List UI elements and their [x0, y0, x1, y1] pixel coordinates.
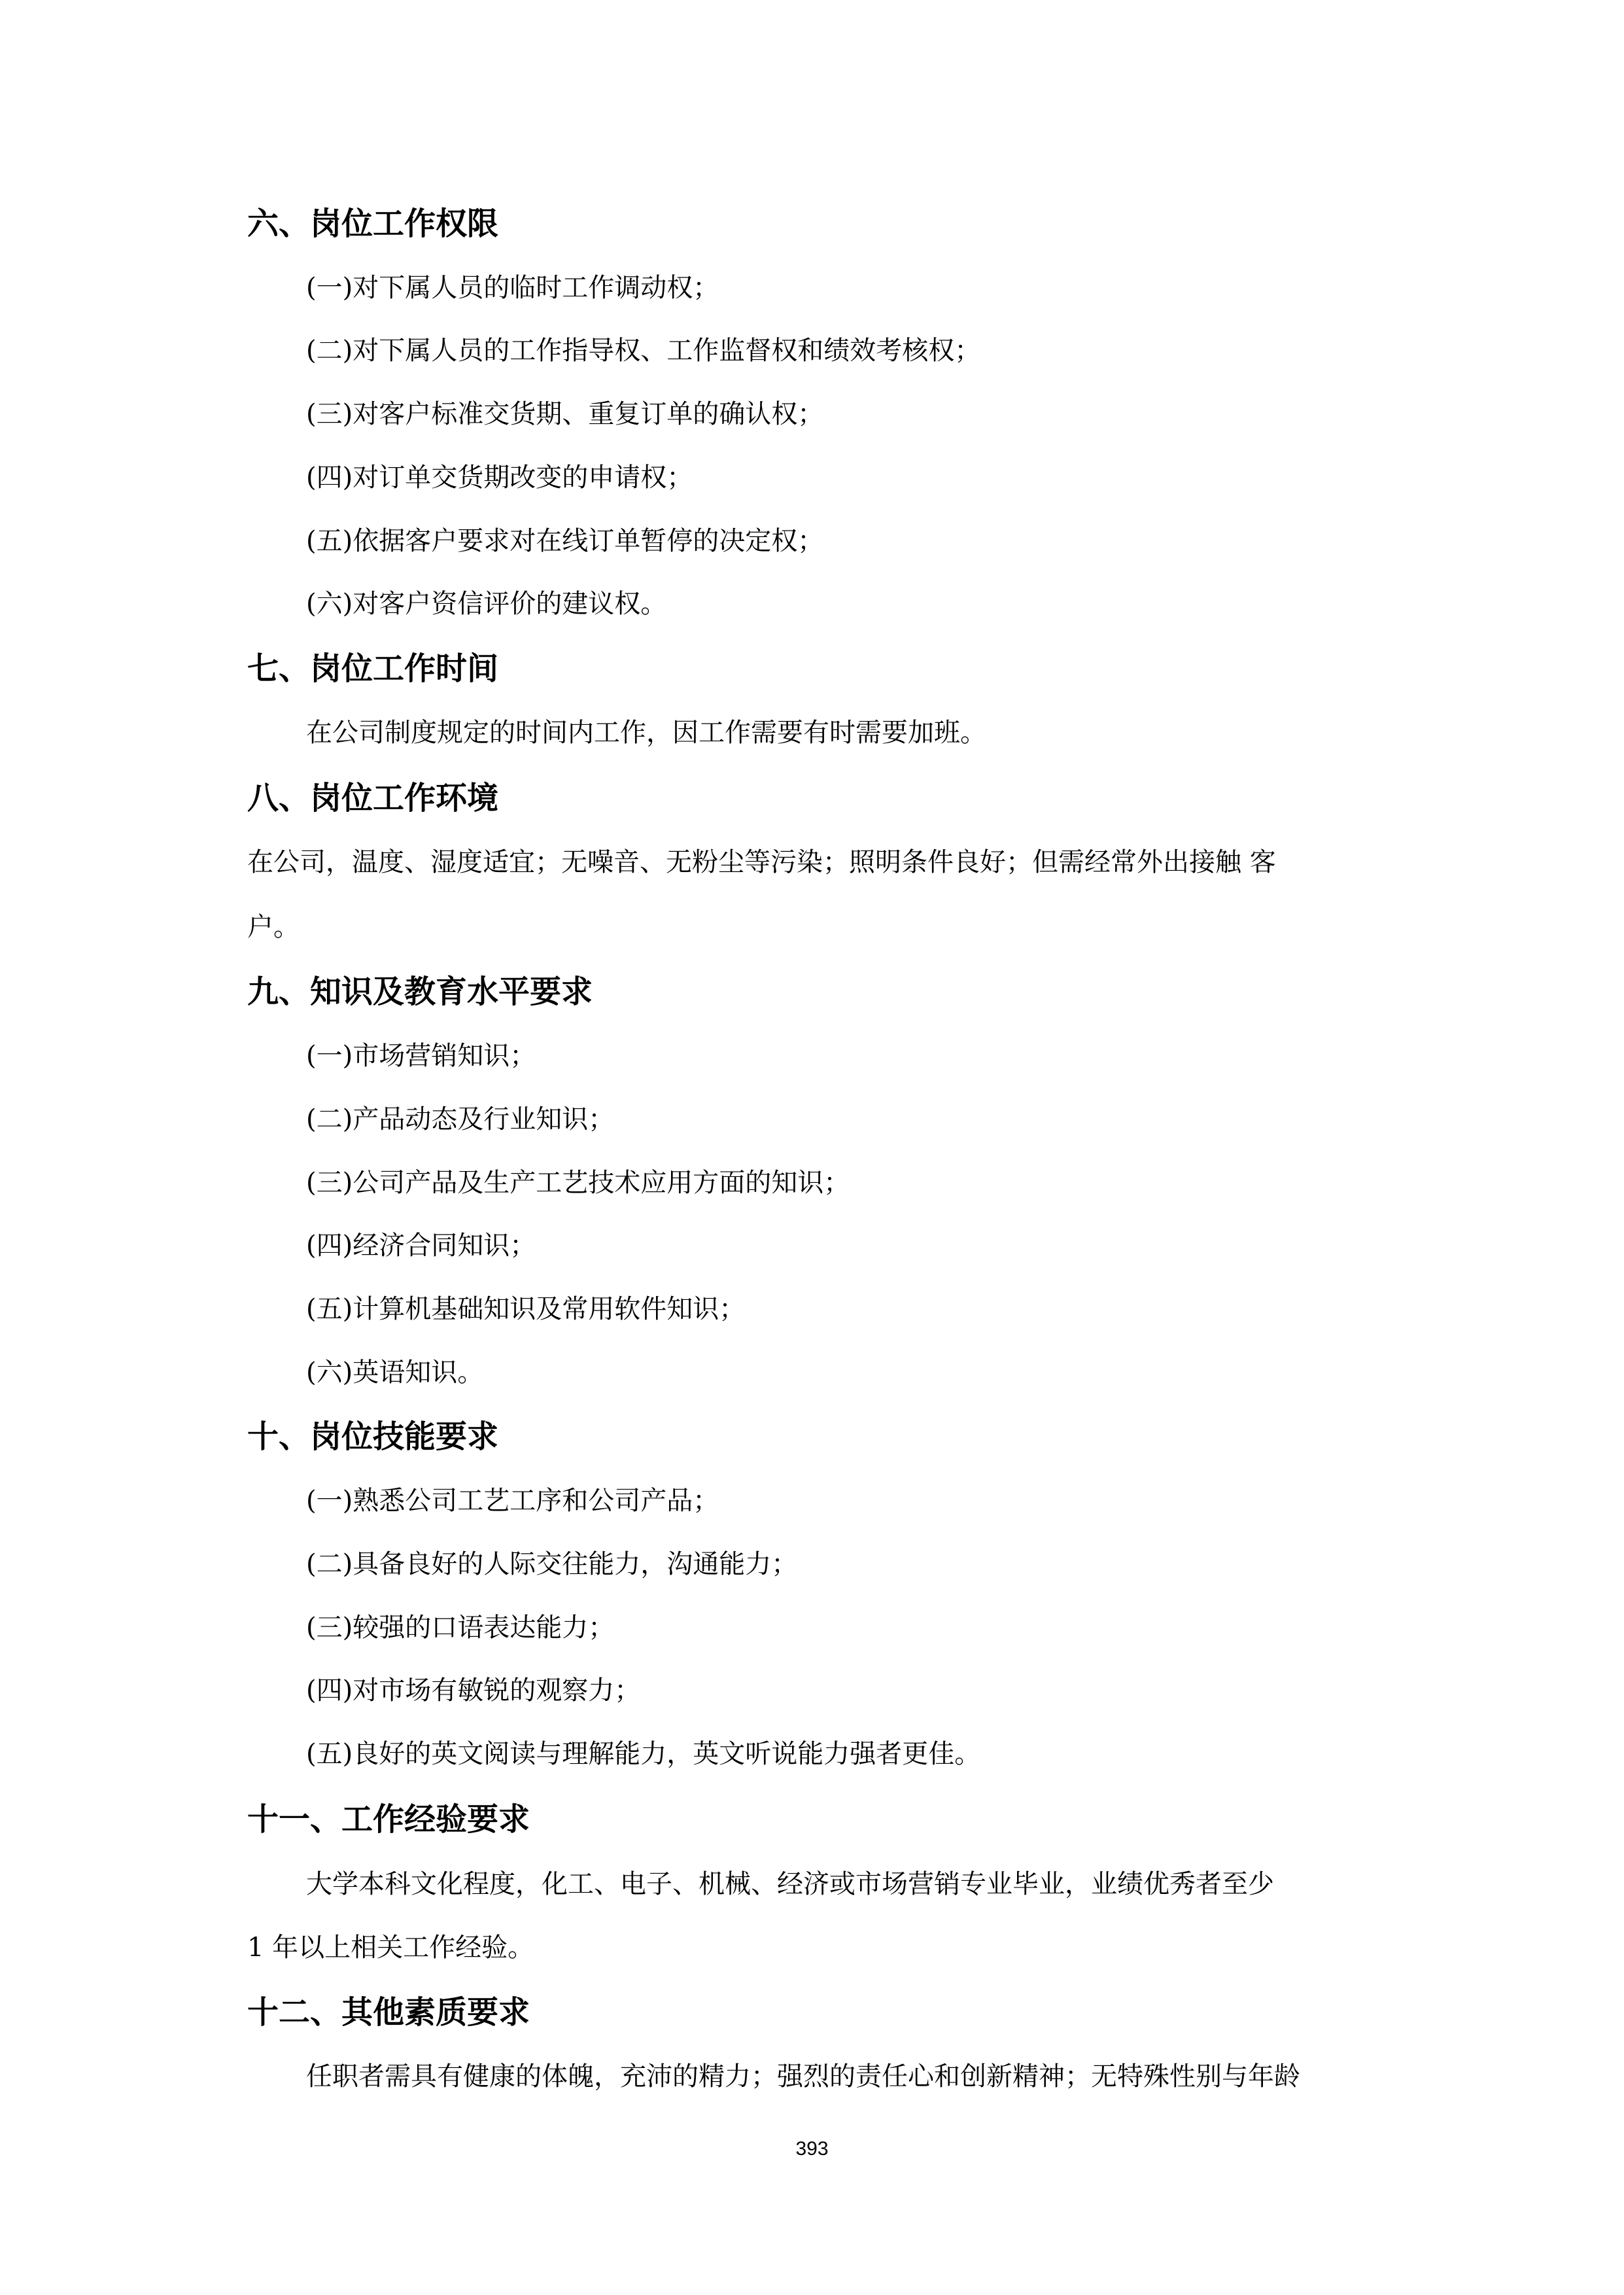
paragraph-line: 户。 — [247, 912, 300, 942]
paragraph-line: 在公司制度规定的时间内工作，因工作需要有时需要加班。 — [306, 718, 986, 748]
list-item: (三)较强的口语表达能力； — [306, 1613, 615, 1643]
list-item: (一)熟悉公司工艺工序和公司产品； — [306, 1486, 719, 1516]
list-item: (一)对下属人员的临时工作调动权； — [306, 273, 719, 303]
paragraph-line: 1 年以上相关工作经验。 — [247, 1933, 534, 1963]
list-item: (五)依据客户要求对在线订单暂停的决定权； — [306, 526, 824, 556]
page-number: 393 — [795, 2138, 829, 2160]
list-item: (三)公司产品及生产工艺技术应用方面的知识； — [306, 1168, 850, 1198]
list-item: (一)市场营销知识； — [306, 1041, 536, 1071]
section-heading-experience: 十一、工作经验要求 — [247, 1801, 530, 1838]
paragraph-line: 大学本科文化程度，化工、电子、机械、经济或市场营销专业毕业，业绩优秀者至少 — [306, 1869, 1274, 1899]
section-heading-knowledge: 九、知识及教育水平要求 — [247, 973, 593, 1010]
section-heading-authority: 六、岗位工作权限 — [247, 205, 499, 242]
list-item: (四)对市场有敏锐的观察力； — [306, 1675, 641, 1706]
section-heading-skills: 十、岗位技能要求 — [247, 1418, 499, 1455]
section-heading-environment: 八、岗位工作环境 — [247, 780, 499, 816]
section-heading-other: 十二、其他素质要求 — [247, 1994, 530, 2031]
list-item: (三)对客户标准交货期、重复订单的确认权； — [306, 399, 824, 429]
list-item: (二)具备良好的人际交往能力，沟通能力； — [306, 1549, 798, 1579]
paragraph-line: 任职者需具有健康的体魄，充沛的精力；强烈的责任心和创新精神；无特殊性别与年龄 — [306, 2061, 1300, 2092]
list-item: (五)良好的英文阅读与理解能力，英文听说能力强者更佳。 — [306, 1739, 981, 1769]
list-item: (四)经济合同知识； — [306, 1231, 536, 1261]
section-heading-hours: 七、岗位工作时间 — [247, 650, 499, 687]
list-item: (二)对下属人员的工作指导权、工作监督权和绩效考核权； — [306, 336, 981, 366]
list-item: (五)计算机基础知识及常用软件知识； — [306, 1294, 746, 1324]
list-item: (二)产品动态及行业知识； — [306, 1104, 615, 1134]
list-item: (六)对客户资信评价的建议权。 — [306, 589, 667, 619]
list-item: (六)英语知识。 — [306, 1358, 484, 1388]
paragraph-line: 在公司，温度、湿度适宜；无噪音、无粉尘等污染；照明条件良好；但需经常外出接触 客 — [247, 847, 1276, 877]
list-item: (四)对订单交货期改变的申请权； — [306, 463, 693, 493]
